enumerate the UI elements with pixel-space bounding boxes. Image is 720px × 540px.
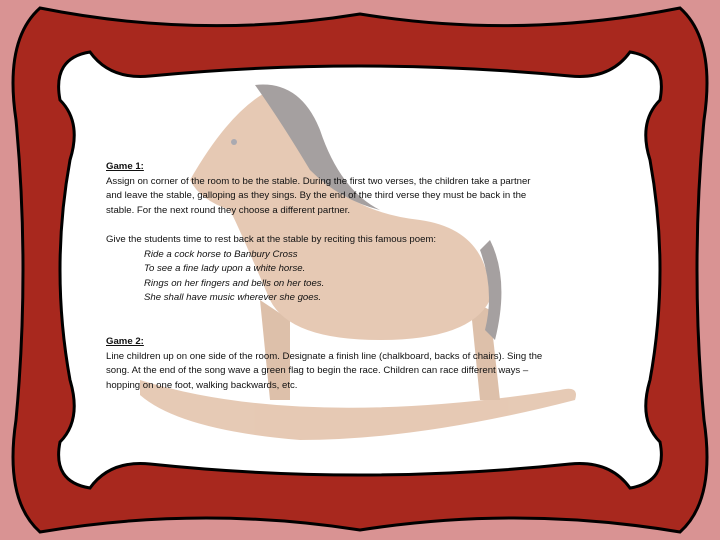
game1-line: stable. For the next round they choose a different partner. [106,204,351,216]
game2-heading: Game 2: [106,336,144,348]
game2-line: Line children up on one side of the room. Designate a finish line (chalkboard, backs of chairs). Sing the [106,350,543,362]
game2-line: song. At the end of the song wave a green flag to begin the race. Children can race different ways – [106,365,529,377]
rest-intro: Give the students time to rest back at the stable by reciting this famous poem: [106,233,437,245]
game1-line: Assign on corner of the room to be the stable. During the first two verses, the children take a partner [106,175,531,187]
poem-line: To see a fine lady upon a white horse. [144,263,306,275]
poem-line: Ride a cock horse to Banbury Cross [144,248,298,260]
game2-line: hopping on one foot, walking backwards, etc. [106,379,298,391]
poem-line: Rings on her fingers and bells on her toes. [144,277,325,289]
slide-text [106,160,626,394]
game1-heading: Game 1: [106,161,144,172]
poem-line: She shall have music wherever she goes. [144,292,322,304]
game1-line: and leave the stable, galloping as they sings. By the end of the third verse they must be back in the [106,190,527,202]
